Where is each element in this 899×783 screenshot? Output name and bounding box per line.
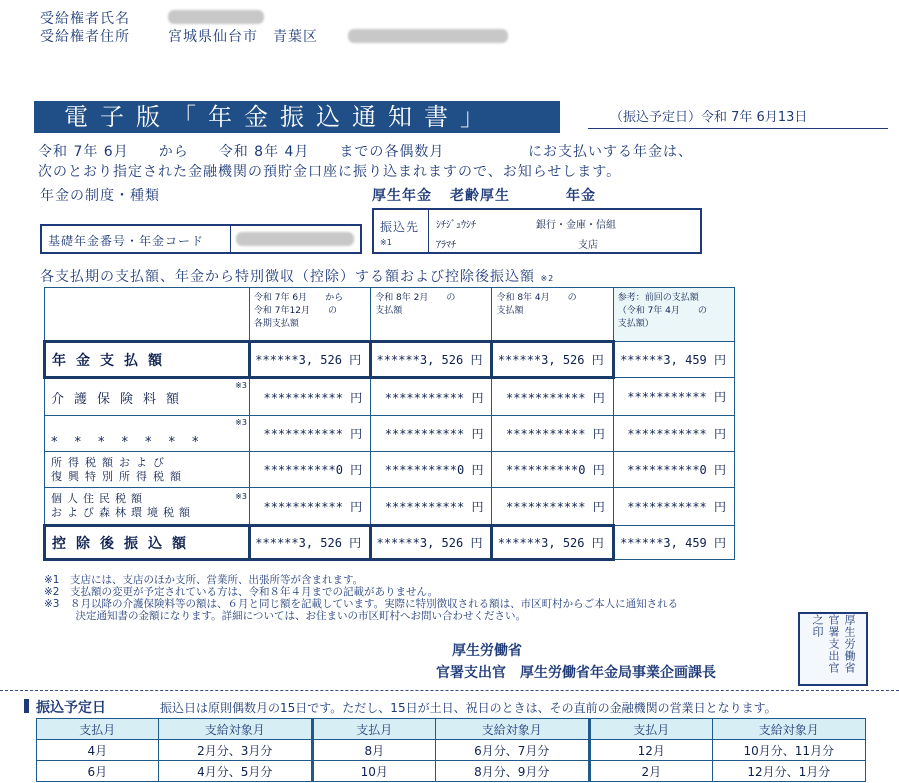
recipient-address: 宮城県仙台市 青葉区 bbox=[168, 29, 318, 45]
target-month: 2月分、3月分 bbox=[158, 740, 312, 761]
redacted-name bbox=[168, 10, 264, 24]
amount-cell: ******3, 526 円 bbox=[492, 342, 613, 378]
section-title bbox=[40, 266, 554, 286]
header-pay-month: 支払月 bbox=[312, 719, 435, 740]
basic-number-box bbox=[40, 224, 362, 254]
column-header: 令和 7年 6月 から 令和 7年12月 の 各期支払額 bbox=[249, 288, 370, 342]
dashed-separator bbox=[0, 690, 899, 691]
bank-name: ｼﾁｼﾞｭｳｼﾁ bbox=[436, 220, 476, 231]
pension-type-value1: 厚生年金 bbox=[372, 188, 432, 204]
amount-cell: ******3, 526 円 bbox=[371, 342, 492, 378]
table-corner bbox=[45, 288, 250, 342]
amount-cell: *********** 円 bbox=[249, 488, 370, 526]
amount-cell: *********** 円 bbox=[613, 378, 734, 416]
header-target-month: 支給対象月 bbox=[158, 719, 312, 740]
target-month: 12月分、1月分 bbox=[712, 761, 865, 782]
amount-cell: *********** 円 bbox=[371, 488, 492, 526]
section-title-text: 各支払期の支払額、年金から特別徴収（控除）する額および控除後振込額 bbox=[40, 269, 535, 285]
amount-cell: ******3, 526 円 bbox=[249, 526, 370, 560]
pension-type-label: 年金の制度・種類 bbox=[40, 188, 160, 204]
row-label: 控除後振込額 bbox=[45, 526, 250, 560]
schedule-title: 振込予定日 bbox=[36, 700, 106, 716]
amount-cell: **********0 円 bbox=[492, 452, 613, 488]
amount-cell: *********** 円 bbox=[249, 378, 370, 416]
pay-month: 4月 bbox=[37, 740, 159, 761]
amount-cell: ******3, 526 円 bbox=[249, 342, 370, 378]
schedule-row bbox=[37, 761, 866, 782]
schedule-table bbox=[36, 718, 866, 782]
schedule-row bbox=[37, 740, 866, 761]
notes bbox=[44, 574, 678, 622]
section-title-note: ※2 bbox=[540, 274, 555, 283]
amount-cell: ******3, 526 円 bbox=[371, 526, 492, 560]
table-row bbox=[45, 452, 735, 488]
target-month: 6月分、7月分 bbox=[435, 740, 589, 761]
amount-cell: *********** 円 bbox=[249, 416, 370, 452]
row-label: 介護保険料額 ※3 bbox=[45, 378, 250, 416]
document-title: 電子版「年金振込通知書」 bbox=[34, 101, 560, 133]
intro-line2: 次のとおり指定された金融機関の預貯金口座に振り込まれますので、お知らせします。 bbox=[38, 164, 622, 180]
recipient-name-label: 受給権者氏名 bbox=[40, 11, 130, 27]
amount-cell: **********0 円 bbox=[371, 452, 492, 488]
target-month: 8月分、9月分 bbox=[435, 761, 589, 782]
table-row bbox=[45, 488, 735, 526]
pay-month: 10月 bbox=[312, 761, 435, 782]
amount-cell: ******3, 459 円 bbox=[613, 526, 734, 560]
pension-type-value3: 年金 bbox=[566, 188, 596, 204]
pay-date-label: （振込予定日） bbox=[610, 110, 702, 125]
bank-label: 振込先 bbox=[380, 220, 420, 234]
note-line: ※3 ８月以降の介護保険料等の額は、６月と同じ額を記載しています。実際に特別徴収される額は、市区町村からご本人に通知される bbox=[44, 598, 679, 610]
recipient-address-label: 受給権者住所 bbox=[40, 29, 130, 45]
amount-cell: **********0 円 bbox=[613, 452, 734, 488]
header-pay-month: 支払月 bbox=[37, 719, 159, 740]
header-target-month: 支給対象月 bbox=[435, 719, 589, 740]
note-line: 決定通知書の金額になります。詳細については、お住まいの市区町村へお問い合わせください。 bbox=[44, 610, 526, 622]
amount-cell: *********** 円 bbox=[492, 488, 613, 526]
header-target-month: 支給対象月 bbox=[712, 719, 865, 740]
divider bbox=[588, 128, 888, 129]
row-label: * * * * * * * ※3 bbox=[45, 416, 250, 452]
pay-date-value: 令和 7年 6月13日 bbox=[701, 110, 808, 125]
amount-cell: ******3, 459 円 bbox=[613, 342, 734, 378]
header-pay-month: 支払月 bbox=[589, 719, 712, 740]
target-month: 4月分、5月分 bbox=[158, 761, 312, 782]
redacted-address bbox=[348, 29, 508, 43]
column-header-reference: 参考：前回の支払額 （令和 7年 4月 の 支払額） bbox=[613, 288, 734, 342]
pension-type-value2: 老齢厚生 bbox=[450, 188, 510, 204]
amount-cell: *********** 円 bbox=[371, 378, 492, 416]
official-seal-icon: 厚生労働省官署支出官之印 bbox=[798, 612, 868, 686]
branch-label: 支店 bbox=[578, 240, 598, 251]
payment-table bbox=[43, 287, 735, 561]
pay-month: 12月 bbox=[589, 740, 712, 761]
bank-kind: 銀行・金庫・信組 bbox=[536, 220, 616, 231]
table-row bbox=[45, 342, 735, 378]
table-row bbox=[45, 416, 735, 452]
row-label: 所得税額および 復興特別所得税額 bbox=[45, 452, 250, 488]
amount-cell: *********** 円 bbox=[492, 416, 613, 452]
issuer-line1: 厚生労働省 bbox=[452, 643, 522, 659]
amount-cell: *********** 円 bbox=[613, 416, 734, 452]
target-month: 10月分、11月分 bbox=[712, 740, 865, 761]
note-line: ※1 支店には、支店のほか支所、営業所、出張所等が含まれます。 bbox=[44, 574, 364, 586]
note-line: ※2 支払額の変更が予定されている方は、令和８年４月までの記載がありません。 bbox=[44, 586, 439, 598]
amount-cell: *********** 円 bbox=[492, 378, 613, 416]
intro-period: 令和 7年 6月 から 令和 8年 4月 までの各偶数月 bbox=[38, 144, 445, 160]
pay-month: 2月 bbox=[589, 761, 712, 782]
column-header: 令和 8年 2月 の 支払額 bbox=[371, 288, 492, 342]
amount-cell: *********** 円 bbox=[371, 416, 492, 452]
basic-number-label: 基礎年金番号・年金コード bbox=[48, 234, 205, 248]
bank-box bbox=[372, 208, 702, 254]
bank-note: ※1 bbox=[380, 238, 392, 247]
schedule-description: 振込日は原則偶数月の15日です。ただし、15日が土日、祝日のときは、その直前の金融機関の営業日となります。 bbox=[160, 701, 777, 715]
branch-name: ｱﾗﾏﾁ bbox=[436, 240, 456, 251]
row-label: 個人住民税額 および森林環境税額 ※3 bbox=[45, 488, 250, 526]
row-label: 年金支払額 bbox=[45, 342, 250, 378]
amount-cell: *********** 円 bbox=[613, 488, 734, 526]
pay-date bbox=[610, 106, 807, 125]
amount-cell: **********0 円 bbox=[249, 452, 370, 488]
table-row bbox=[45, 378, 735, 416]
issuer-line2: 官署支出官 厚生労働省年金局事業企画課長 bbox=[436, 665, 716, 681]
redacted-basic-number bbox=[236, 232, 354, 246]
pay-month: 6月 bbox=[37, 761, 159, 782]
amount-cell: ******3, 526 円 bbox=[492, 526, 613, 560]
column-header: 令和 8年 4月 の 支払額 bbox=[492, 288, 613, 342]
table-row bbox=[45, 526, 735, 560]
schedule-marker bbox=[24, 699, 29, 713]
intro-line1-tail: にお支払いする年金は、 bbox=[528, 144, 693, 160]
pay-month: 8月 bbox=[312, 740, 435, 761]
